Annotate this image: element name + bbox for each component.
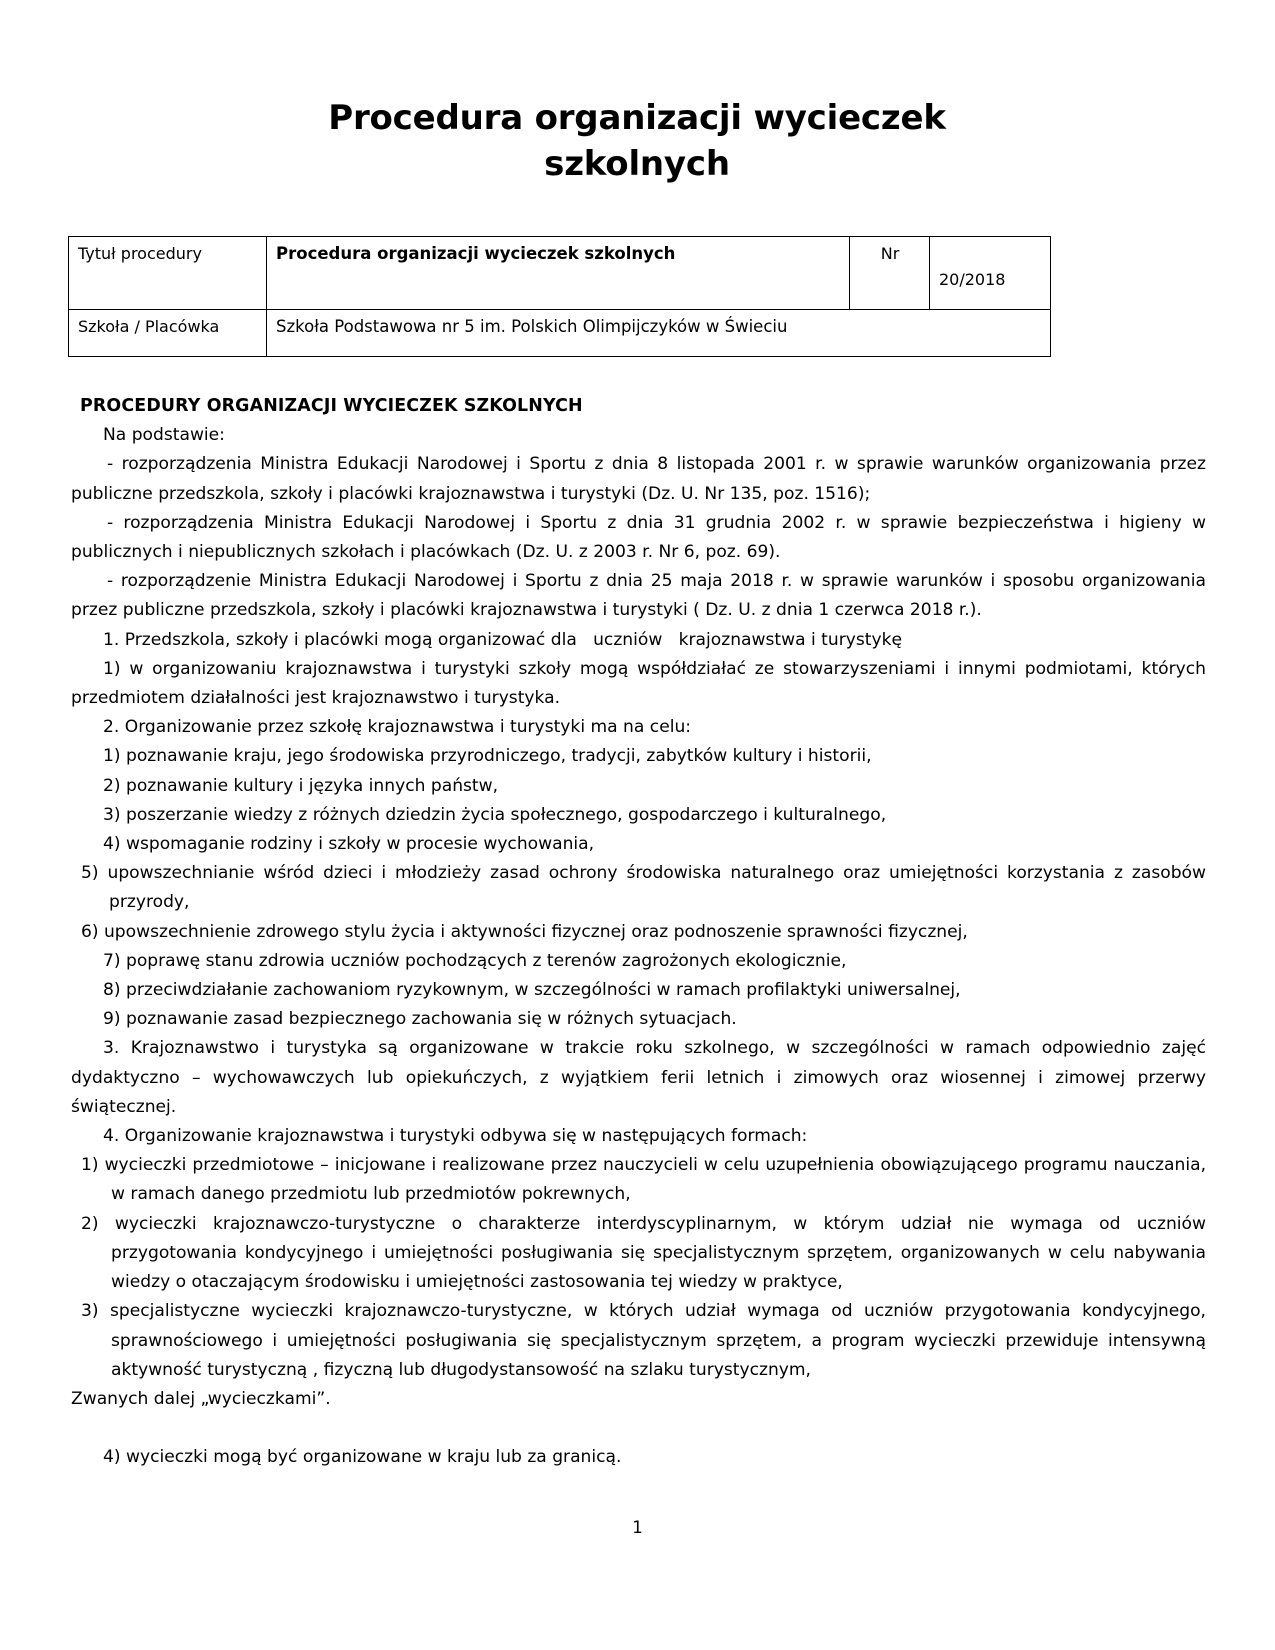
paragraph-legal-basis-2: - rozporządzenia Ministra Edukacji Narodowej i Sportu z dnia 31 grudnia 2002 r. w sprawie bezpieczeństwa i higieny w publicznych i niepublicznych szkołach i placówkach (Dz. U. z 2003 r. Nr 6, poz. 69). (71, 512, 1206, 563)
list-item-2-9: 9) poznawanie zasad bezpiecznego zachowania się w różnych sytuacjach. (103, 1009, 737, 1030)
paragraph-spacer (71, 1414, 1206, 1443)
list-item-4-3: 3) specjalistyczne wycieczki krajoznawczo-turystyczne, w których udział wymaga od uczniów przygotowania kondycyjnego, sprawnościowego i umiejętności posługiwania się specjalistycznym sprzętem, a program wycieczki przewiduje intensywną aktywność turystyczną , fizyczną lub długodystansowość na szlaku turystycznym, (81, 1301, 1206, 1380)
page-title: Procedura organizacji wycieczek szkolnych (328, 97, 946, 184)
table-cell-school-value: Szkoła Podstawowa nr 5 im. Polskich Olimpijczyków w Świeciu (267, 310, 1051, 357)
list-item-2-3: 3) poszerzanie wiedzy z różnych dziedzin życia społecznego, gospodarczego i kulturalnego, (103, 804, 887, 825)
list-item-2-2: 2) poznawanie kultury i języka innych państw, (103, 775, 499, 796)
list-item-2-4: 4) wspomaganie rodziny i szkoły w procesie wychowania, (103, 834, 595, 855)
table-cell-title-label: Tytuł procedury (69, 237, 267, 310)
list-item-2-1: 1) poznawanie kraju, jego środowiska przyrodniczego, tradycji, zabytków kultury i historii, (103, 746, 872, 767)
page-number: 1 (632, 1518, 643, 1537)
paragraph-item-4: 4. Organizowanie krajoznawstwa i turystyki odbywa się w następujących formach: (103, 1126, 808, 1147)
paragraph-legal-basis-1: - rozporządzenia Ministra Edukacji Narodowej i Sportu z dnia 8 listopada 2001 r. w sprawie warunków organizowania przez publiczne przedszkola, szkoły i placówki krajoznawstwa i turystyki (Dz. U. Nr 135, poz. 1516); (71, 454, 1206, 504)
paragraph-item-1-1: 1) w organizowaniu krajoznawstwa i turystyki szkoły mogą współdziałać ze stowarzyszeniami i innymi podmiotami, których przedmiotem działalności jest krajoznawstwo i turystyka. (71, 658, 1206, 709)
table-cell-title-value: Procedura organizacji wycieczek szkolnych (267, 237, 850, 310)
list-item-4-1: 1) wycieczki przedmiotowe – inicjowane i realizowane przez nauczycieli w celu uzupełnienia obowiązującego programu nauczania, w ramach danego przedmiotu lub przedmiotów pokrewnych, (81, 1155, 1206, 1205)
paragraph-item-1: 1. Przedszkola, szkoły i placówki mogą organizować dla uczniów krajoznawstwa i turystykę (103, 629, 902, 650)
table-cell-school-label: Szkoła / Placówka (69, 310, 267, 357)
section-heading: PROCEDURY ORGANIZACJI WYCIECZEK SZKOLNYCH (80, 396, 583, 416)
paragraph-closing: Zwanych dalej „wycieczkami”. (71, 1388, 331, 1409)
list-item-4-4: 4) wycieczki mogą być organizowane w kraju lub za granicą. (103, 1447, 622, 1468)
list-item-2-6: 6) upowszechnienie zdrowego stylu życia i aktywności fizycznej oraz podnoszenie sprawności fizycznej, (81, 921, 968, 942)
list-item-4-2: 2) wycieczki krajoznawczo-turystyczne o charakterze interdyscyplinarnym, w którym udział nie wymaga od uczniów przygotowania kondycyjnego i umiejętności posługiwania się specjalistycznym sprzętem, organizowanych w celu nabywania wiedzy o otaczającym środowisku i umiejętności zastosowania tej wiedzy w praktyce, (81, 1213, 1206, 1293)
table-cell-nr-label: Nr (850, 237, 930, 310)
table-row (69, 237, 1051, 310)
procedure-metadata-table (68, 236, 1051, 357)
list-item-2-5: 5) upowszechnianie wśród dzieci i młodzieży zasad ochrony środowiska naturalnego oraz umiejętności korzystania z zasobów przyrody, (81, 863, 1206, 913)
paragraph-item-3: 3. Krajoznawstwo i turystyka są organizowane w trakcie roku szkolnego, w szczególności w ramach odpowiednio zajęć dydaktyczno – wychowawczych lub opiekuńczych, z wyjątkiem ferii letnich i zimowych oraz wiosennej i zimowej przerwy świątecznej. (71, 1038, 1206, 1117)
table-cell-nr-value (930, 237, 1051, 310)
document-body (71, 392, 1206, 1472)
paragraph-intro: Na podstawie: (103, 425, 225, 446)
procedure-number: 20/2018 (939, 270, 1006, 289)
list-item-2-7: 7) poprawę stanu zdrowia uczniów pochodzących z terenów zagrożonych ekologicznie, (103, 950, 847, 971)
paragraph-legal-basis-3: - rozporządzenie Ministra Edukacji Narodowej i Sportu z dnia 25 maja 2018 r. w sprawie warunków i sposobu organizowania przez publiczne przedszkola, szkoły i placówki krajoznawstwa i turystyki ( Dz. U. z dnia 1 czerwca 2018 r.). (71, 571, 1206, 621)
table-row (69, 310, 1051, 357)
list-item-2-8: 8) przeciwdziałanie zachowaniom ryzykownym, w szczególności w ramach profilaktyki uniwersalnej, (103, 980, 961, 1001)
paragraph-item-2: 2. Organizowanie przez szkołę krajoznawstwa i turystyki ma na celu: (103, 717, 692, 738)
